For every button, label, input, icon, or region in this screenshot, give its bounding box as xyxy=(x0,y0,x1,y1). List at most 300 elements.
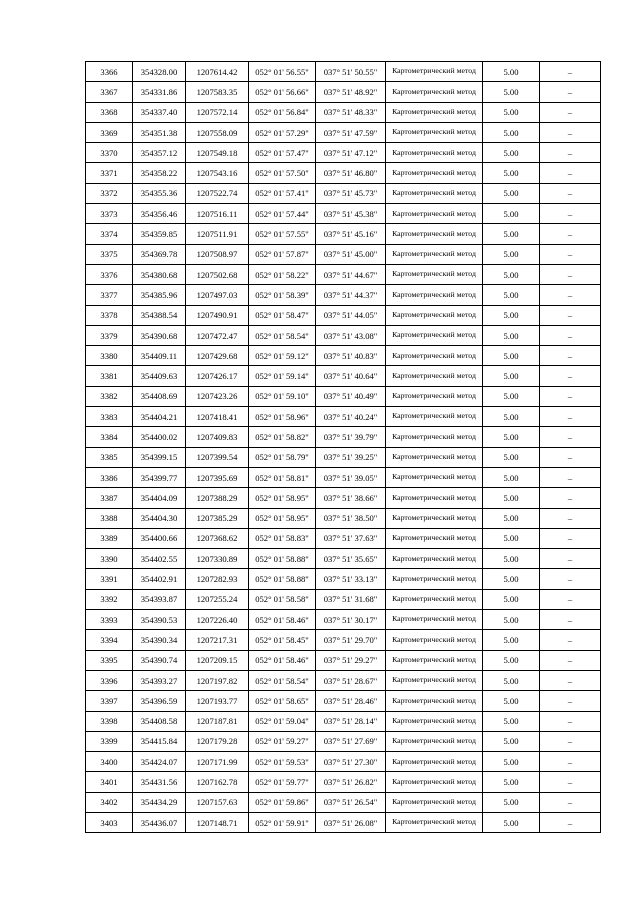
table-row xyxy=(86,366,601,386)
cell-method: Картометрический метод xyxy=(386,691,483,711)
table-row xyxy=(86,650,601,670)
cell-point-number: 3398 xyxy=(86,711,133,731)
cell-point-number: 3371 xyxy=(86,163,133,183)
cell-longitude: 037° 51' 40.49" xyxy=(316,386,386,406)
table-row xyxy=(86,427,601,447)
cell-y-coordinate: 1207282.93 xyxy=(186,569,249,589)
cell-x-coordinate: 354390.53 xyxy=(133,610,186,630)
cell-point-number: 3401 xyxy=(86,772,133,792)
cell-latitude: 052° 01' 59.77" xyxy=(249,772,316,792)
table-row xyxy=(86,204,601,224)
cell-longitude: 037° 51' 40.83" xyxy=(316,346,386,366)
cell-accuracy: 5.00 xyxy=(483,346,540,366)
cell-accuracy: 5.00 xyxy=(483,711,540,731)
cell-accuracy: 5.00 xyxy=(483,244,540,264)
cell-x-coordinate: 354390.68 xyxy=(133,325,186,345)
cell-latitude: 052° 01' 57.44" xyxy=(249,204,316,224)
cell-x-coordinate: 354424.07 xyxy=(133,752,186,772)
cell-longitude: 037° 51' 31.68" xyxy=(316,589,386,609)
cell-accuracy: 5.00 xyxy=(483,447,540,467)
cell-y-coordinate: 1207418.41 xyxy=(186,407,249,427)
cell-note: – xyxy=(540,508,601,528)
cell-method: Картометрический метод xyxy=(386,82,483,102)
table-row xyxy=(86,82,601,102)
cell-latitude: 052° 01' 58.47" xyxy=(249,305,316,325)
cell-accuracy: 5.00 xyxy=(483,102,540,122)
cell-latitude: 052° 01' 58.65" xyxy=(249,691,316,711)
cell-accuracy: 5.00 xyxy=(483,650,540,670)
cell-longitude: 037° 51' 29.70" xyxy=(316,630,386,650)
cell-point-number: 3369 xyxy=(86,122,133,142)
cell-y-coordinate: 1207543.16 xyxy=(186,163,249,183)
cell-method: Картометрический метод xyxy=(386,427,483,447)
cell-note: – xyxy=(540,691,601,711)
cell-method: Картометрический метод xyxy=(386,528,483,548)
cell-point-number: 3368 xyxy=(86,102,133,122)
table-row xyxy=(86,285,601,305)
cell-latitude: 052° 01' 58.79" xyxy=(249,447,316,467)
cell-x-coordinate: 354396.59 xyxy=(133,691,186,711)
cell-accuracy: 5.00 xyxy=(483,630,540,650)
cell-method: Картометрический метод xyxy=(386,407,483,427)
cell-y-coordinate: 1207171.99 xyxy=(186,752,249,772)
cell-longitude: 037° 51' 45.73" xyxy=(316,183,386,203)
cell-x-coordinate: 354358.22 xyxy=(133,163,186,183)
cell-latitude: 052° 01' 56.55" xyxy=(249,62,316,82)
cell-latitude: 052° 01' 58.95" xyxy=(249,488,316,508)
cell-x-coordinate: 354331.86 xyxy=(133,82,186,102)
table-row xyxy=(86,183,601,203)
cell-method: Картометрический метод xyxy=(386,366,483,386)
cell-longitude: 037° 51' 50.55" xyxy=(316,62,386,82)
cell-note: – xyxy=(540,285,601,305)
cell-accuracy: 5.00 xyxy=(483,366,540,386)
table-row xyxy=(86,305,601,325)
cell-latitude: 052° 01' 56.66" xyxy=(249,82,316,102)
cell-note: – xyxy=(540,488,601,508)
cell-point-number: 3402 xyxy=(86,792,133,812)
cell-y-coordinate: 1207226.40 xyxy=(186,610,249,630)
cell-accuracy: 5.00 xyxy=(483,792,540,812)
cell-point-number: 3367 xyxy=(86,82,133,102)
cell-longitude: 037° 51' 27.30" xyxy=(316,752,386,772)
cell-accuracy: 5.00 xyxy=(483,812,540,832)
cell-point-number: 3396 xyxy=(86,670,133,690)
cell-point-number: 3379 xyxy=(86,325,133,345)
cell-y-coordinate: 1207558.09 xyxy=(186,122,249,142)
cell-longitude: 037° 51' 45.38" xyxy=(316,204,386,224)
cell-accuracy: 5.00 xyxy=(483,508,540,528)
cell-method: Картометрический метод xyxy=(386,792,483,812)
cell-latitude: 052° 01' 57.50" xyxy=(249,163,316,183)
cell-point-number: 3366 xyxy=(86,62,133,82)
cell-latitude: 052° 01' 57.41" xyxy=(249,183,316,203)
cell-point-number: 3391 xyxy=(86,569,133,589)
cell-point-number: 3389 xyxy=(86,528,133,548)
cell-longitude: 037° 51' 48.92" xyxy=(316,82,386,102)
cell-accuracy: 5.00 xyxy=(483,549,540,569)
cell-accuracy: 5.00 xyxy=(483,143,540,163)
cell-longitude: 037° 51' 37.63" xyxy=(316,528,386,548)
cell-note: – xyxy=(540,528,601,548)
cell-method: Картометрический метод xyxy=(386,346,483,366)
cell-y-coordinate: 1207429.68 xyxy=(186,346,249,366)
cell-accuracy: 5.00 xyxy=(483,670,540,690)
cell-method: Картометрический метод xyxy=(386,305,483,325)
cell-note: – xyxy=(540,224,601,244)
cell-x-coordinate: 354357.12 xyxy=(133,143,186,163)
cell-note: – xyxy=(540,82,601,102)
cell-y-coordinate: 1207472.47 xyxy=(186,325,249,345)
cell-longitude: 037° 51' 47.12" xyxy=(316,143,386,163)
cell-y-coordinate: 1207193.77 xyxy=(186,691,249,711)
cell-longitude: 037° 51' 40.24" xyxy=(316,407,386,427)
cell-longitude: 037° 51' 28.46" xyxy=(316,691,386,711)
cell-method: Картометрический метод xyxy=(386,772,483,792)
cell-longitude: 037° 51' 39.79" xyxy=(316,427,386,447)
cell-point-number: 3376 xyxy=(86,264,133,284)
cell-y-coordinate: 1207508.97 xyxy=(186,244,249,264)
cell-method: Картометрический метод xyxy=(386,549,483,569)
cell-x-coordinate: 354400.02 xyxy=(133,427,186,447)
table-row xyxy=(86,143,601,163)
table-row xyxy=(86,325,601,345)
table-row xyxy=(86,508,601,528)
cell-note: – xyxy=(540,143,601,163)
cell-note: – xyxy=(540,711,601,731)
cell-method: Картометрический метод xyxy=(386,204,483,224)
cell-point-number: 3370 xyxy=(86,143,133,163)
cell-point-number: 3399 xyxy=(86,731,133,751)
cell-point-number: 3385 xyxy=(86,447,133,467)
cell-x-coordinate: 354404.09 xyxy=(133,488,186,508)
cell-latitude: 052° 01' 58.83" xyxy=(249,528,316,548)
cell-point-number: 3388 xyxy=(86,508,133,528)
cell-method: Картометрический метод xyxy=(386,122,483,142)
cell-method: Картометрический метод xyxy=(386,508,483,528)
cell-latitude: 052° 01' 58.46" xyxy=(249,650,316,670)
cell-x-coordinate: 354399.77 xyxy=(133,467,186,487)
cell-note: – xyxy=(540,630,601,650)
table-body xyxy=(86,62,601,833)
cell-longitude: 037° 51' 40.64" xyxy=(316,366,386,386)
table-row xyxy=(86,488,601,508)
cell-method: Картометрический метод xyxy=(386,589,483,609)
cell-note: – xyxy=(540,792,601,812)
cell-x-coordinate: 354402.55 xyxy=(133,549,186,569)
cell-longitude: 037° 51' 30.17" xyxy=(316,610,386,630)
cell-accuracy: 5.00 xyxy=(483,183,540,203)
cell-note: – xyxy=(540,447,601,467)
cell-method: Картометрический метод xyxy=(386,325,483,345)
cell-accuracy: 5.00 xyxy=(483,264,540,284)
cell-latitude: 052° 01' 59.53" xyxy=(249,752,316,772)
cell-y-coordinate: 1207497.03 xyxy=(186,285,249,305)
cell-latitude: 052° 01' 58.46" xyxy=(249,610,316,630)
cell-latitude: 052° 01' 57.87" xyxy=(249,244,316,264)
table-row xyxy=(86,792,601,812)
cell-point-number: 3380 xyxy=(86,346,133,366)
cell-x-coordinate: 354415.84 xyxy=(133,731,186,751)
cell-method: Картометрический метод xyxy=(386,386,483,406)
cell-latitude: 052° 01' 57.55" xyxy=(249,224,316,244)
cell-note: – xyxy=(540,752,601,772)
cell-accuracy: 5.00 xyxy=(483,589,540,609)
cell-point-number: 3397 xyxy=(86,691,133,711)
cell-y-coordinate: 1207179.28 xyxy=(186,731,249,751)
cell-note: – xyxy=(540,589,601,609)
cell-method: Картометрический метод xyxy=(386,630,483,650)
cell-longitude: 037° 51' 38.50" xyxy=(316,508,386,528)
cell-latitude: 052° 01' 59.91" xyxy=(249,812,316,832)
cell-note: – xyxy=(540,102,601,122)
table-row xyxy=(86,589,601,609)
cell-latitude: 052° 01' 59.04" xyxy=(249,711,316,731)
cell-method: Картометрический метод xyxy=(386,447,483,467)
cell-longitude: 037° 51' 44.05" xyxy=(316,305,386,325)
cell-x-coordinate: 354400.66 xyxy=(133,528,186,548)
cell-accuracy: 5.00 xyxy=(483,528,540,548)
cell-latitude: 052° 01' 58.39" xyxy=(249,285,316,305)
table-row xyxy=(86,467,601,487)
cell-x-coordinate: 354399.15 xyxy=(133,447,186,467)
cell-accuracy: 5.00 xyxy=(483,82,540,102)
cell-x-coordinate: 354404.30 xyxy=(133,508,186,528)
cell-x-coordinate: 354402.91 xyxy=(133,569,186,589)
cell-x-coordinate: 354393.87 xyxy=(133,589,186,609)
cell-point-number: 3381 xyxy=(86,366,133,386)
cell-note: – xyxy=(540,366,601,386)
cell-method: Картометрический метод xyxy=(386,752,483,772)
cell-x-coordinate: 354436.07 xyxy=(133,812,186,832)
cell-x-coordinate: 354328.00 xyxy=(133,62,186,82)
cell-x-coordinate: 354380.68 xyxy=(133,264,186,284)
cell-method: Картометрический метод xyxy=(386,163,483,183)
cell-accuracy: 5.00 xyxy=(483,691,540,711)
cell-note: – xyxy=(540,204,601,224)
cell-y-coordinate: 1207388.29 xyxy=(186,488,249,508)
cell-accuracy: 5.00 xyxy=(483,224,540,244)
cell-longitude: 037° 51' 38.66" xyxy=(316,488,386,508)
cell-longitude: 037° 51' 26.82" xyxy=(316,772,386,792)
cell-accuracy: 5.00 xyxy=(483,752,540,772)
cell-point-number: 3375 xyxy=(86,244,133,264)
cell-method: Картометрический метод xyxy=(386,224,483,244)
cell-point-number: 3400 xyxy=(86,752,133,772)
cell-longitude: 037° 51' 33.13" xyxy=(316,569,386,589)
table-row xyxy=(86,528,601,548)
table-row xyxy=(86,670,601,690)
cell-method: Картометрический метод xyxy=(386,467,483,487)
cell-method: Картометрический метод xyxy=(386,711,483,731)
cell-accuracy: 5.00 xyxy=(483,731,540,751)
cell-longitude: 037° 51' 45.16" xyxy=(316,224,386,244)
cell-latitude: 052° 01' 58.82" xyxy=(249,427,316,447)
cell-method: Картометрический метод xyxy=(386,569,483,589)
cell-accuracy: 5.00 xyxy=(483,62,540,82)
cell-longitude: 037° 51' 47.59" xyxy=(316,122,386,142)
cell-accuracy: 5.00 xyxy=(483,285,540,305)
cell-point-number: 3383 xyxy=(86,407,133,427)
cell-method: Картометрический метод xyxy=(386,650,483,670)
cell-longitude: 037° 51' 35.65" xyxy=(316,549,386,569)
cell-note: – xyxy=(540,407,601,427)
cell-x-coordinate: 354431.56 xyxy=(133,772,186,792)
cell-point-number: 3390 xyxy=(86,549,133,569)
cell-longitude: 037° 51' 39.05" xyxy=(316,467,386,487)
cell-longitude: 037° 51' 26.08" xyxy=(316,812,386,832)
table-row xyxy=(86,691,601,711)
cell-y-coordinate: 1207385.29 xyxy=(186,508,249,528)
cell-latitude: 052° 01' 59.86" xyxy=(249,792,316,812)
table-row xyxy=(86,102,601,122)
table-row xyxy=(86,264,601,284)
cell-latitude: 052° 01' 58.22" xyxy=(249,264,316,284)
cell-note: – xyxy=(540,264,601,284)
cell-y-coordinate: 1207423.26 xyxy=(186,386,249,406)
cell-x-coordinate: 354409.63 xyxy=(133,366,186,386)
cell-x-coordinate: 354390.34 xyxy=(133,630,186,650)
cell-longitude: 037° 51' 39.25" xyxy=(316,447,386,467)
cell-y-coordinate: 1207409.83 xyxy=(186,427,249,447)
cell-longitude: 037° 51' 43.08" xyxy=(316,325,386,345)
cell-latitude: 052° 01' 58.54" xyxy=(249,325,316,345)
cell-y-coordinate: 1207516.11 xyxy=(186,204,249,224)
cell-point-number: 3403 xyxy=(86,812,133,832)
cell-note: – xyxy=(540,812,601,832)
cell-note: – xyxy=(540,569,601,589)
cell-point-number: 3382 xyxy=(86,386,133,406)
table-row xyxy=(86,386,601,406)
cell-y-coordinate: 1207330.89 xyxy=(186,549,249,569)
cell-note: – xyxy=(540,244,601,264)
cell-latitude: 052° 01' 58.95" xyxy=(249,508,316,528)
cell-point-number: 3377 xyxy=(86,285,133,305)
cell-x-coordinate: 354404.21 xyxy=(133,407,186,427)
cell-y-coordinate: 1207399.54 xyxy=(186,447,249,467)
table-row xyxy=(86,610,601,630)
cell-longitude: 037° 51' 28.67" xyxy=(316,670,386,690)
cell-note: – xyxy=(540,346,601,366)
cell-accuracy: 5.00 xyxy=(483,305,540,325)
cell-method: Картометрический метод xyxy=(386,143,483,163)
cell-x-coordinate: 354388.54 xyxy=(133,305,186,325)
cell-accuracy: 5.00 xyxy=(483,325,540,345)
cell-latitude: 052° 01' 58.45" xyxy=(249,630,316,650)
cell-note: – xyxy=(540,670,601,690)
cell-method: Картометрический метод xyxy=(386,102,483,122)
cell-method: Картометрический метод xyxy=(386,488,483,508)
cell-longitude: 037° 51' 26.54" xyxy=(316,792,386,812)
cell-note: – xyxy=(540,183,601,203)
cell-note: – xyxy=(540,122,601,142)
cell-x-coordinate: 354356.46 xyxy=(133,204,186,224)
cell-method: Картометрический метод xyxy=(386,244,483,264)
cell-accuracy: 5.00 xyxy=(483,772,540,792)
cell-latitude: 052° 01' 58.88" xyxy=(249,549,316,569)
table-row xyxy=(86,407,601,427)
cell-y-coordinate: 1207187.81 xyxy=(186,711,249,731)
cell-longitude: 037° 51' 29.27" xyxy=(316,650,386,670)
cell-x-coordinate: 354390.74 xyxy=(133,650,186,670)
cell-x-coordinate: 354337.40 xyxy=(133,102,186,122)
table-row xyxy=(86,772,601,792)
cell-note: – xyxy=(540,549,601,569)
cell-point-number: 3374 xyxy=(86,224,133,244)
cell-x-coordinate: 354359.85 xyxy=(133,224,186,244)
cell-accuracy: 5.00 xyxy=(483,407,540,427)
cell-accuracy: 5.00 xyxy=(483,569,540,589)
cell-longitude: 037° 51' 45.00" xyxy=(316,244,386,264)
table-row xyxy=(86,630,601,650)
table-row xyxy=(86,62,601,82)
cell-method: Картометрический метод xyxy=(386,285,483,305)
cell-method: Картометрический метод xyxy=(386,183,483,203)
cell-note: – xyxy=(540,386,601,406)
cell-latitude: 052° 01' 57.29" xyxy=(249,122,316,142)
cell-y-coordinate: 1207157.63 xyxy=(186,792,249,812)
cell-y-coordinate: 1207255.24 xyxy=(186,589,249,609)
cell-method: Картометрический метод xyxy=(386,812,483,832)
cell-y-coordinate: 1207148.71 xyxy=(186,812,249,832)
cell-latitude: 052° 01' 59.12" xyxy=(249,346,316,366)
cell-note: – xyxy=(540,610,601,630)
cell-point-number: 3372 xyxy=(86,183,133,203)
cell-accuracy: 5.00 xyxy=(483,122,540,142)
cell-note: – xyxy=(540,467,601,487)
cell-note: – xyxy=(540,325,601,345)
table-row xyxy=(86,244,601,264)
cell-x-coordinate: 354355.36 xyxy=(133,183,186,203)
cell-note: – xyxy=(540,427,601,447)
cell-point-number: 3373 xyxy=(86,204,133,224)
cell-note: – xyxy=(540,305,601,325)
cell-x-coordinate: 354434.29 xyxy=(133,792,186,812)
cell-latitude: 052° 01' 58.54" xyxy=(249,670,316,690)
cell-latitude: 052° 01' 58.58" xyxy=(249,589,316,609)
cell-x-coordinate: 354351.38 xyxy=(133,122,186,142)
cell-y-coordinate: 1207583.35 xyxy=(186,82,249,102)
cell-y-coordinate: 1207162.78 xyxy=(186,772,249,792)
cell-note: – xyxy=(540,731,601,751)
cell-accuracy: 5.00 xyxy=(483,467,540,487)
cell-longitude: 037° 51' 46.80" xyxy=(316,163,386,183)
cell-point-number: 3392 xyxy=(86,589,133,609)
cell-point-number: 3378 xyxy=(86,305,133,325)
cell-latitude: 052° 01' 59.10" xyxy=(249,386,316,406)
cell-point-number: 3394 xyxy=(86,630,133,650)
cell-latitude: 052° 01' 58.96" xyxy=(249,407,316,427)
cell-x-coordinate: 354409.11 xyxy=(133,346,186,366)
cell-longitude: 037° 51' 28.14" xyxy=(316,711,386,731)
cell-method: Картометрический метод xyxy=(386,610,483,630)
cell-accuracy: 5.00 xyxy=(483,204,540,224)
table-row xyxy=(86,447,601,467)
cell-latitude: 052° 01' 58.81" xyxy=(249,467,316,487)
cell-accuracy: 5.00 xyxy=(483,386,540,406)
cell-x-coordinate: 354408.69 xyxy=(133,386,186,406)
cell-accuracy: 5.00 xyxy=(483,163,540,183)
table-row xyxy=(86,549,601,569)
table-row xyxy=(86,711,601,731)
table-row xyxy=(86,163,601,183)
cell-latitude: 052° 01' 58.88" xyxy=(249,569,316,589)
cell-point-number: 3393 xyxy=(86,610,133,630)
cell-note: – xyxy=(540,772,601,792)
cell-y-coordinate: 1207522.74 xyxy=(186,183,249,203)
cell-x-coordinate: 354369.78 xyxy=(133,244,186,264)
cell-longitude: 037° 51' 44.67" xyxy=(316,264,386,284)
